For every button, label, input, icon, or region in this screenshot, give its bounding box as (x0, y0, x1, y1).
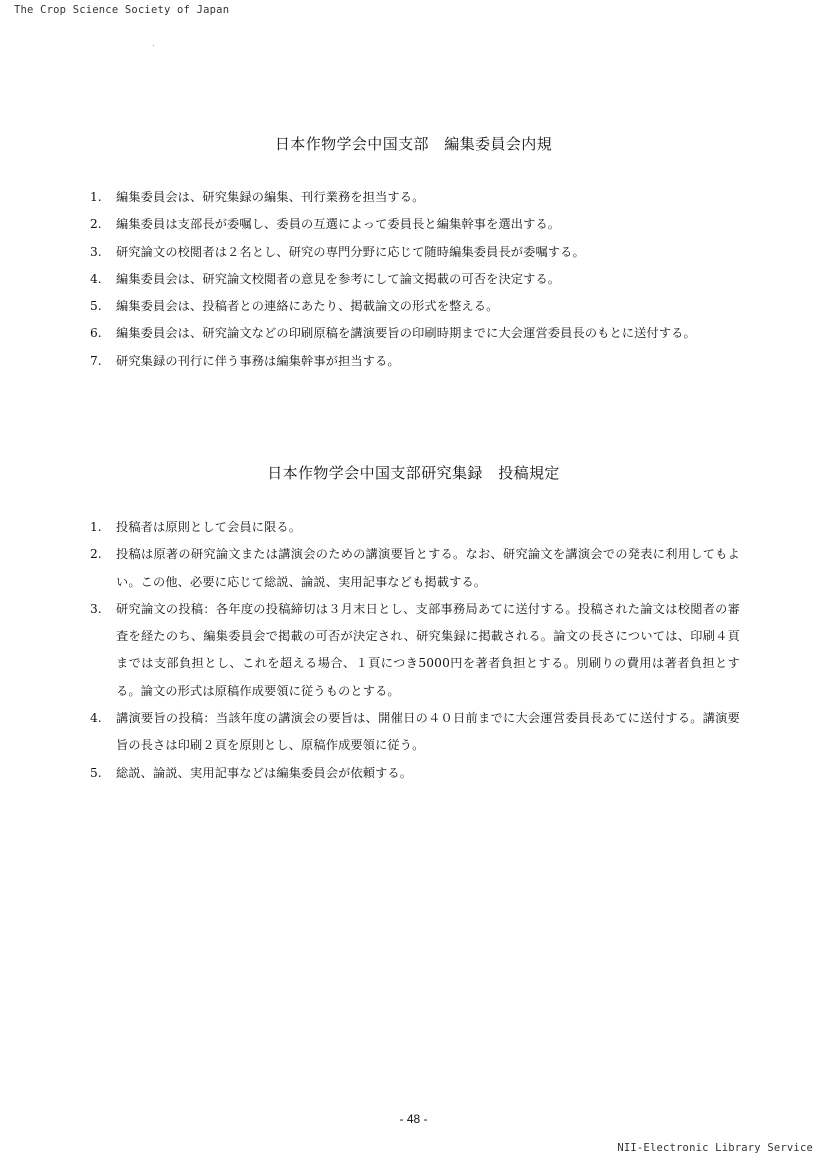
rule-number: 4. (90, 711, 102, 726)
rule-number: 1. (90, 520, 102, 534)
submission-rules-list (90, 514, 740, 787)
journal-header: The Crop Science Society of Japan (14, 4, 230, 16)
rule-text: 研究論文の校閲者は２名とし、研究の専門分野に応じて随時編集委員長が委嘱する。 (116, 244, 585, 259)
rule-item (90, 184, 740, 211)
rule-number: 6. (90, 326, 102, 341)
page-number: - 48 - (399, 1112, 428, 1126)
rule-number: 7. (90, 353, 102, 368)
rule-item (90, 596, 740, 705)
rule-text: 編集委員会は、研究集録の編集、刊行業務を担当する。 (116, 190, 425, 204)
rule-text: 編集委員は支部長が委嘱し、委員の互選によって委員長と編集幹事を選出する。 (116, 217, 561, 232)
rule-item (90, 293, 740, 320)
rule-item (90, 211, 740, 238)
rule-text: 編集委員会は、研究論文校閲者の意見を参考にして論文掲載の可否を決定する。 (116, 271, 561, 286)
rule-number: 1. (90, 190, 102, 204)
scan-speck (153, 45, 154, 46)
rule-item (90, 239, 740, 266)
rule-item (90, 320, 740, 347)
submission-rules-title: 日本作物学会中国支部研究集録 投稿規定 (267, 464, 560, 482)
rule-number: 3. (90, 601, 102, 616)
rule-item (90, 541, 740, 596)
rule-text: 編集委員会は、研究論文などの印刷原稿を講演要旨の印刷時期までに大会運営委員長のもとに送付する。 (116, 326, 696, 341)
rule-text: 編集委員会は、投稿者との連絡にあたり、掲載論文の形式を整える。 (116, 299, 499, 314)
library-service-footer: NII-Electronic Library Service (617, 1142, 813, 1154)
rule-text: 研究集録の刊行に伴う事務は編集幹事が担当する。 (116, 353, 400, 368)
rule-number: 3. (90, 244, 102, 259)
rule-item (90, 760, 740, 787)
rule-item (90, 266, 740, 293)
rule-item (90, 514, 740, 541)
rule-item (90, 348, 740, 375)
rule-text: 投稿は原著の研究論文または講演会のための講演要旨とする。なお、研究論文を講演会での発表に利用してもよい。この他、必要に応じて総説、論説、実用記事なども掲載する。 (116, 547, 740, 589)
rule-item (90, 705, 740, 760)
rule-number: 2. (90, 217, 102, 232)
rule-text: 講演要旨の投稿：当該年度の講演会の要旨は、開催日の４０日前までに大会運営委員長あてに送付する。講演要旨の長さは印刷２頁を原則とし、原稿作成要領に従う。 (116, 711, 740, 753)
rule-text: 研究論文の投稿：各年度の投稿締切は３月末日とし、支部事務局あてに送付する。投稿された論文は校閲者の審査を経たのち、編集委員会で掲載の可否が決定され、研究集録に掲載される。論文の長さについては、印刷４頁までは支部負担とし、これを超える場合、１頁につき5000円を著者負担とする。別刷りの費用は著者負担とする。論文の形式は原稿作成要領に従うものとする。 (116, 601, 740, 698)
rule-number: 2. (90, 547, 102, 562)
rule-number: 5. (90, 299, 102, 314)
rule-number: 5. (90, 765, 102, 780)
rule-text: 総説、論説、実用記事などは編集委員会が依頼する。 (116, 765, 413, 780)
rule-number: 4. (90, 271, 102, 286)
editorial-committee-rules-list (90, 184, 740, 375)
rule-text: 投稿者は原則として会員に限る。 (116, 520, 302, 534)
editorial-committee-rules-title: 日本作物学会中国支部 編集委員会内規 (274, 135, 553, 153)
